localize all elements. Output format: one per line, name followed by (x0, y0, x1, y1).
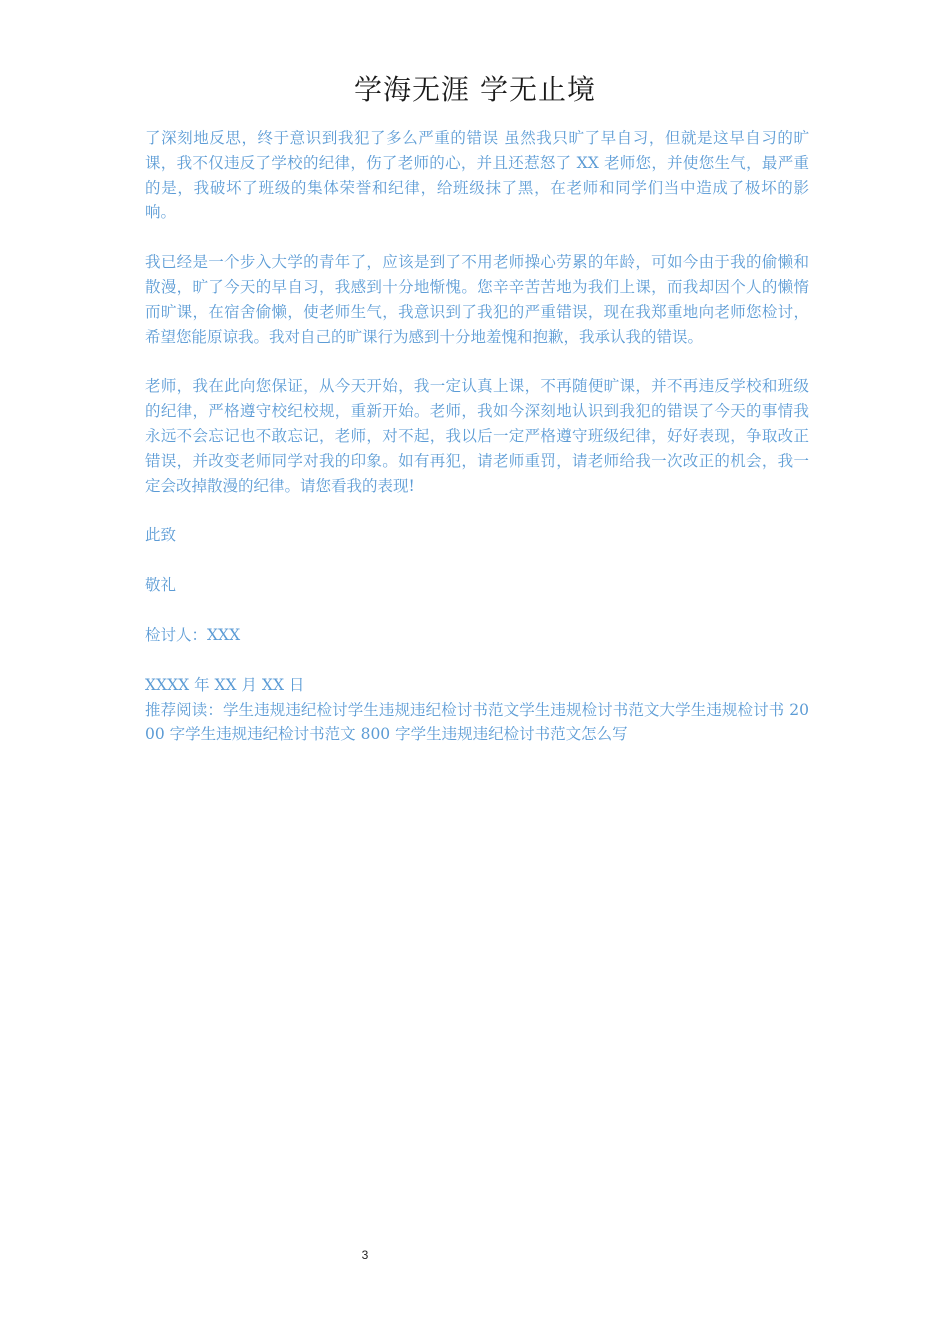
header-title: 学海无涯 学无止境 (354, 73, 596, 106)
paragraph-2: 我已经是一个步入大学的青年了，应该是到了不用老师操心劳累的年龄，可如今由于我的偷懒和散漫，旷了今天的早自习，我感到十分地惭愧。您辛辛苦苦地为我们上课，而我却因个人的懒惰而旷课，在宿舍偷懒，使老师生气，我意识到了我犯的严重错误，现在我郑重地向老师您检讨，希望您能原谅我。我对自己的旷课行为感到十分地羞愧和抱歉，我承认我的错误。 (145, 253, 809, 346)
paragraph-1: 了深刻地反思，终于意识到我犯了多么严重的错误 虽然我只旷了早自习，但就是这早自习的旷课，我不仅违反了学校的纪律，伤了老师的心，并且还惹怒了 XX 老师您，并使您生气，最严重的是，我破坏了班级的集体荣誉和纪律，给班级抹了黑，在老师和同学们当中造成了极坏的影响。 (145, 129, 809, 222)
recommended-reading: 推荐阅读：学生违规违纪检讨学生违规违纪检讨书范文学生违规检讨书范文大学生违规检讨书 2000 字学生违规违纪检讨书范文 800 字学生违规违纪检讨书范文怎么写 (145, 700, 809, 744)
date-line: XXXX 年 XX 月 XX 日 (145, 675, 305, 694)
document-body (145, 126, 809, 747)
page-number: 3 (361, 1248, 369, 1262)
closing-line-2: 敬礼 (145, 576, 177, 595)
closing-line-1: 此致 (145, 526, 177, 545)
signature: 检讨人：XXX (145, 625, 241, 644)
paragraph-3: 老师，我在此向您保证，从今天开始，我一定认真上课，不再随便旷课，并不再违反学校和班级的纪律，严格遵守校纪校规，重新开始。老师，我如今深刻地认识到我犯的错误了今天的事情我永远不会忘记也不敢忘记，老师，对不起，我以后一定严格遵守班级纪律，好好表现，争取改正错误，并改变老师同学对我的印象。如有再犯，请老师重罚，请老师给我一次改正的机会，我一定会改掉散漫的纪律。请您看我的表现! (145, 377, 809, 495)
